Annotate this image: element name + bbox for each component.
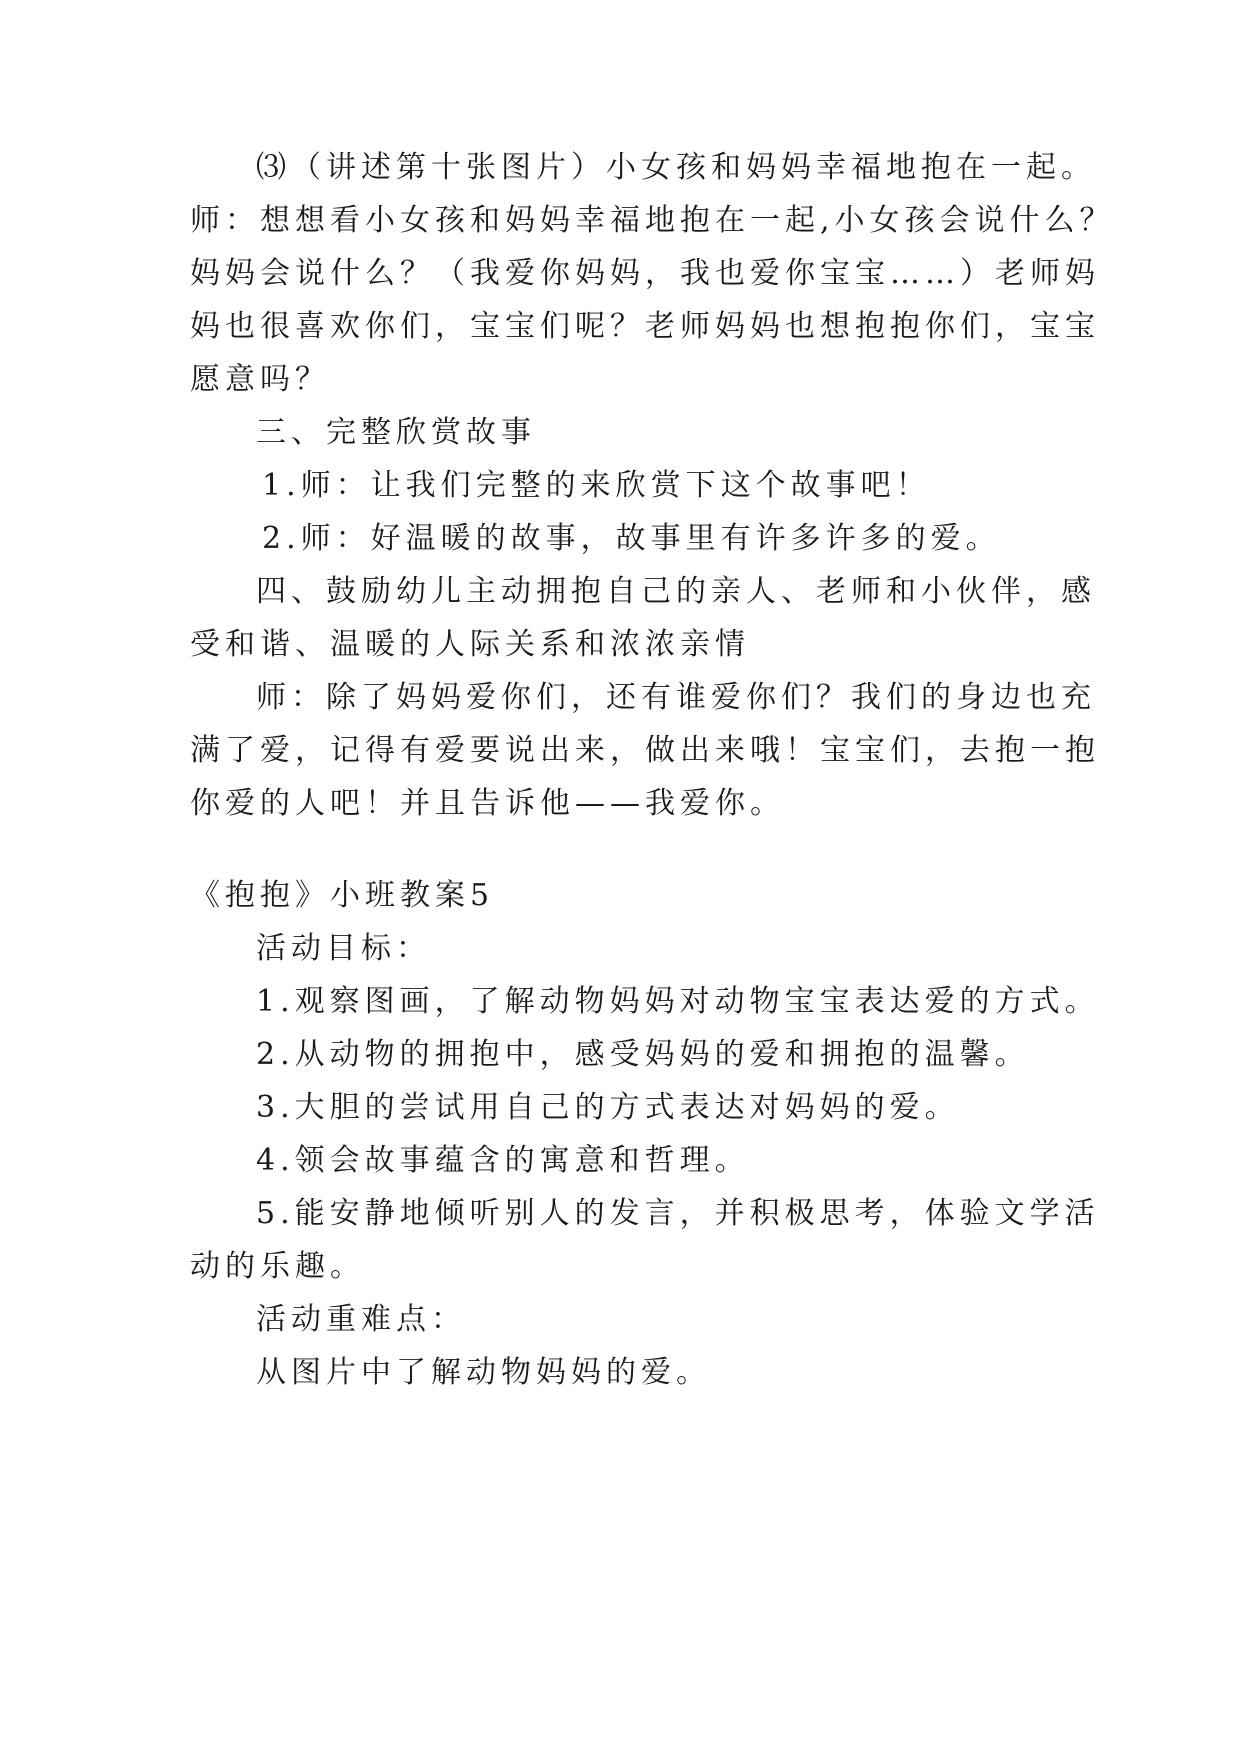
paragraph-line: ⑶（讲述第十张图片）小女孩和妈妈幸福地抱在一起。 xyxy=(256,150,1096,185)
section-heading: 活动目标： xyxy=(256,931,431,966)
list-item: 动的乐趣。 xyxy=(190,1249,365,1284)
section-heading: 四、鼓励幼儿主动拥抱自己的亲人、老师和小伙伴，感 xyxy=(256,574,1096,609)
document-title: 《抱抱》小班教案5 xyxy=(190,878,495,913)
paragraph-line: 满了爱，记得有爱要说出来，做出来哦！宝宝们，去抱一抱 xyxy=(190,733,1100,768)
list-item: 5.能安静地倾听别人的发言，并积极思考，体验文学活 xyxy=(256,1196,1100,1231)
paragraph-line: 师：除了妈妈爱你们，还有谁爱你们？我们的身边也充 xyxy=(256,680,1096,715)
paragraph-line: 从图片中了解动物妈妈的爱。 xyxy=(256,1355,711,1390)
list-item: 3.大胆的尝试用自己的方式表达对妈妈的爱。 xyxy=(256,1090,960,1125)
paragraph-line: 妈妈会说什么？（我爱你妈妈，我也爱你宝宝……）老师妈 xyxy=(190,256,1100,291)
paragraph-line: 师：想想看小女孩和妈妈幸福地抱在一起,小女孩会说什么？ xyxy=(190,203,1115,238)
section-heading: 活动重难点： xyxy=(256,1302,466,1337)
list-item: 2.从动物的拥抱中，感受妈妈的爱和拥抱的温馨。 xyxy=(256,1037,1030,1072)
paragraph-line: 妈也很喜欢你们，宝宝们呢？老师妈妈也想抱抱你们，宝宝 xyxy=(190,309,1100,344)
section-heading: 受和谐、温暖的人际关系和浓浓亲情 xyxy=(190,627,750,662)
section-heading: 三、完整欣赏故事 xyxy=(256,415,536,450)
paragraph-line: 你爱的人吧！并且告诉他——我爱你。 xyxy=(190,786,785,821)
list-item: 4.领会故事蕴含的寓意和哲理。 xyxy=(256,1143,750,1178)
list-item: 1.观察图画，了解动物妈妈对动物宝宝表达爱的方式。 xyxy=(256,984,1100,1019)
paragraph-line: 2.师：好温暖的故事，故事里有许多许多的爱。 xyxy=(262,521,1001,556)
paragraph-line: 愿意吗？ xyxy=(190,362,330,397)
paragraph-line: 1.师：让我们完整的来欣赏下这个故事吧！ xyxy=(262,468,931,503)
